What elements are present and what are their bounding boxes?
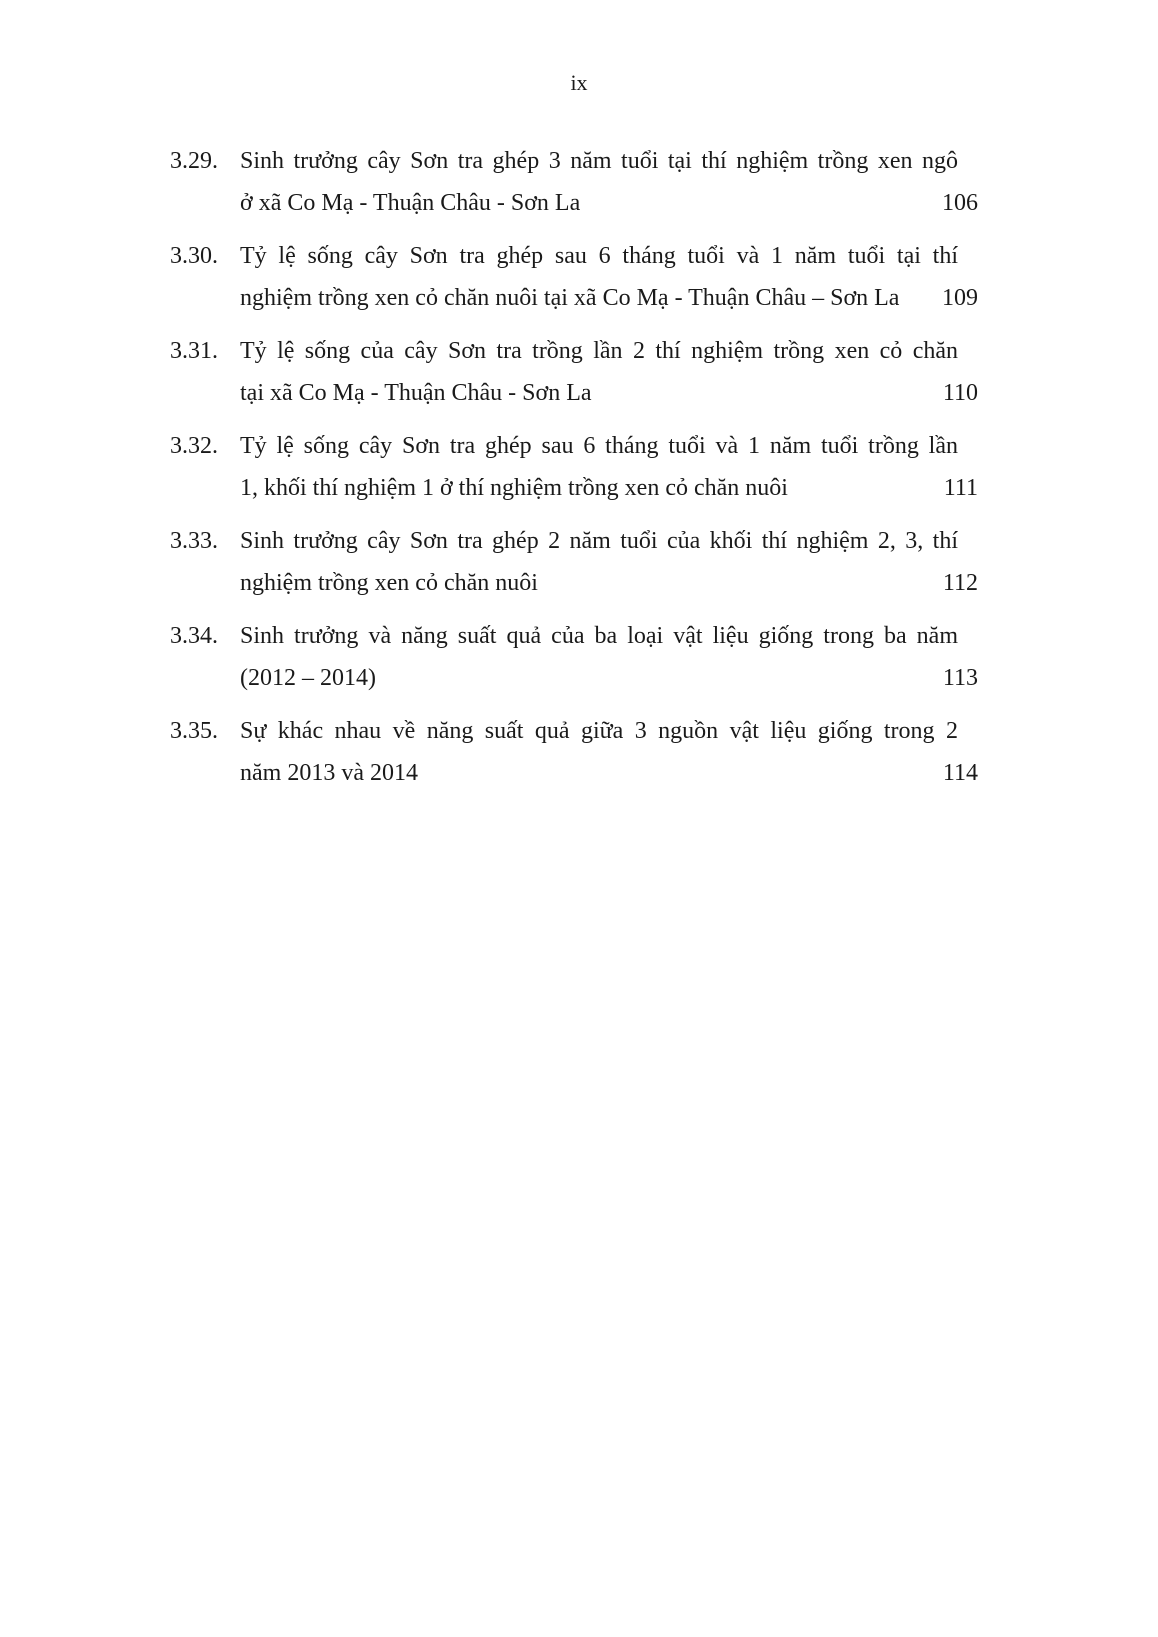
entry-number: 3.32. [170, 433, 218, 459]
table-entry-3-33 [170, 520, 1030, 615]
table-entry-3-29 [170, 140, 1030, 235]
entry-title-line-2: tại xã Co Mạ - Thuận Châu - Sơn La [240, 380, 592, 406]
table-entry-3-35 [170, 710, 1030, 805]
entry-title-line-2: nghiệm trồng xen cỏ chăn nuôi tại xã Co Mạ - Thuận Châu – Sơn La [240, 285, 900, 311]
table-entry-3-34 [170, 615, 1030, 710]
entry-number: 3.30. [170, 243, 218, 269]
entry-title-line-1: Sinh trưởng cây Sơn tra ghép 2 năm tuổi của khối thí nghiệm 2, 3, thí [240, 528, 958, 554]
entry-number: 3.33. [170, 528, 218, 554]
entry-title-line-1: Tỷ lệ sống của cây Sơn tra trồng lần 2 thí nghiệm trồng xen cỏ chăn [240, 338, 958, 364]
entry-page: 114 [942, 760, 978, 786]
entry-page: 110 [942, 380, 978, 406]
entry-title-line-1: Sinh trưởng và năng suất quả của ba loại vật liệu giống trong ba năm [240, 623, 958, 649]
entry-page: 113 [942, 665, 978, 691]
entry-title-line-1: Tỷ lệ sống cây Sơn tra ghép sau 6 tháng tuổi và 1 năm tuổi tại thí [240, 243, 958, 269]
entry-title-line-2: (2012 – 2014) [240, 665, 376, 691]
entry-number: 3.29. [170, 148, 218, 174]
table-entry-3-32 [170, 425, 1030, 520]
entry-page: 112 [942, 570, 978, 596]
entry-number: 3.34. [170, 623, 218, 649]
table-entry-3-30 [170, 235, 1030, 330]
entry-title-line-2: ở xã Co Mạ - Thuận Châu - Sơn La [240, 190, 581, 216]
entry-number: 3.31. [170, 338, 218, 364]
page-number: ix [570, 70, 588, 95]
table-entry-3-31 [170, 330, 1030, 425]
entry-page: 106 [942, 190, 978, 216]
entry-title-line-1: Tỷ lệ sống cây Sơn tra ghép sau 6 tháng tuổi và 1 năm tuổi trồng lần [240, 433, 958, 459]
entry-title-line-2: nghiệm trồng xen cỏ chăn nuôi [240, 570, 538, 596]
entry-title-line-2: 1, khối thí nghiệm 1 ở thí nghiệm trồng xen cỏ chăn nuôi [240, 475, 788, 501]
entry-number: 3.35. [170, 718, 218, 744]
entry-page: 109 [942, 285, 978, 311]
table-list [170, 140, 1030, 805]
entry-page: 111 [943, 475, 978, 501]
entry-title-line-1: Sự khác nhau về năng suất quả giữa 3 nguồn vật liệu giống trong 2 [240, 718, 958, 744]
entry-title-line-2: năm 2013 và 2014 [240, 760, 418, 786]
entry-title-line-1: Sinh trưởng cây Sơn tra ghép 3 năm tuổi tại thí nghiệm trồng xen ngô [240, 148, 958, 174]
